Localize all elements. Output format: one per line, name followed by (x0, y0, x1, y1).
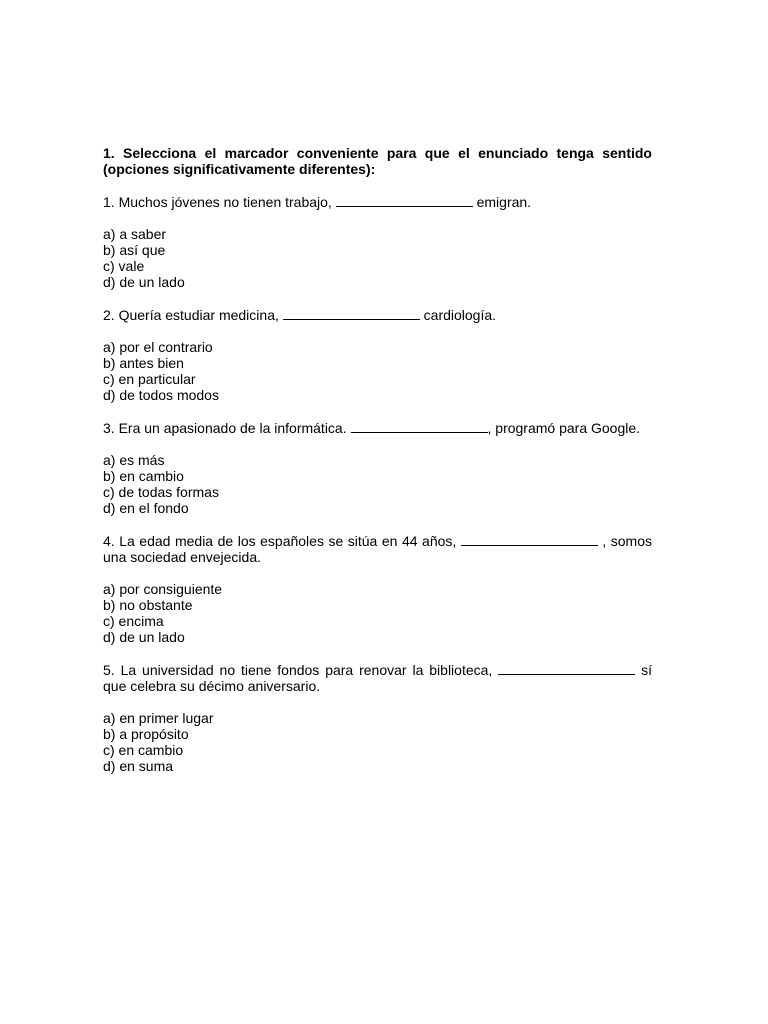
option-item: d) en el fondo (103, 500, 189, 516)
question-2-blank (283, 307, 420, 320)
question-3 (103, 420, 652, 436)
option-item: a) por el contrario (103, 339, 213, 355)
option-item: c) en cambio (103, 742, 184, 758)
question-5-options (103, 710, 652, 774)
question-1-before: 1. Muchos jóvenes no tienen trabajo, (103, 194, 336, 210)
option-item: c) de todas formas (103, 484, 219, 500)
option-item: c) vale (103, 258, 145, 274)
question-1-after: emigran. (472, 194, 532, 210)
exercise-content (103, 145, 652, 774)
question-4-after: , somos una sociedad envejecida. (103, 533, 652, 565)
question-4 (103, 533, 652, 565)
question-3-after: , programó para Google. (487, 420, 641, 436)
option-item: d) de un lado (103, 629, 185, 645)
question-3-before: 3. Era un apasionado de la informática. (103, 420, 351, 436)
option-item: b) a propósito (103, 726, 189, 742)
question-2-before: 2. Quería estudiar medicina, (103, 307, 283, 323)
option-item: a) es más (103, 452, 165, 468)
question-5-before: 5. La universidad no tiene fondos para renovar la biblioteca, (103, 662, 499, 678)
question-5-after: sí que celebra su décimo aniversario. (103, 662, 653, 694)
question-2-options (103, 339, 652, 403)
option-item: c) en particular (103, 371, 196, 387)
option-item: d) de un lado (103, 274, 185, 290)
question-2 (103, 307, 652, 323)
question-5-blank (498, 662, 635, 675)
question-1-blank (336, 194, 473, 207)
question-5 (103, 662, 652, 694)
exercise-heading: 1. Selecciona el marcador conveniente para que el enunciado tenga sentido (opciones significativamente diferentes): (103, 145, 652, 177)
option-item: a) a saber (103, 226, 167, 242)
option-item: a) en primer lugar (103, 710, 214, 726)
option-item: b) antes bien (103, 355, 184, 371)
option-item: b) en cambio (103, 468, 184, 484)
question-4-blank (461, 533, 598, 546)
question-3-blank (351, 420, 488, 433)
option-item: d) en suma (103, 758, 174, 774)
option-item: d) de todos modos (103, 387, 219, 403)
option-item: b) así que (103, 242, 166, 258)
option-item: c) encima (103, 613, 164, 629)
question-1-options (103, 226, 652, 290)
option-item: b) no obstante (103, 597, 193, 613)
question-4-before: 4. La edad media de los españoles se sitúa en 44 años, (103, 533, 461, 549)
option-item: a) por consiguiente (103, 581, 223, 597)
question-3-options (103, 452, 652, 516)
question-1 (103, 194, 652, 210)
question-2-after: cardiología. (419, 307, 497, 323)
question-4-options (103, 581, 652, 645)
